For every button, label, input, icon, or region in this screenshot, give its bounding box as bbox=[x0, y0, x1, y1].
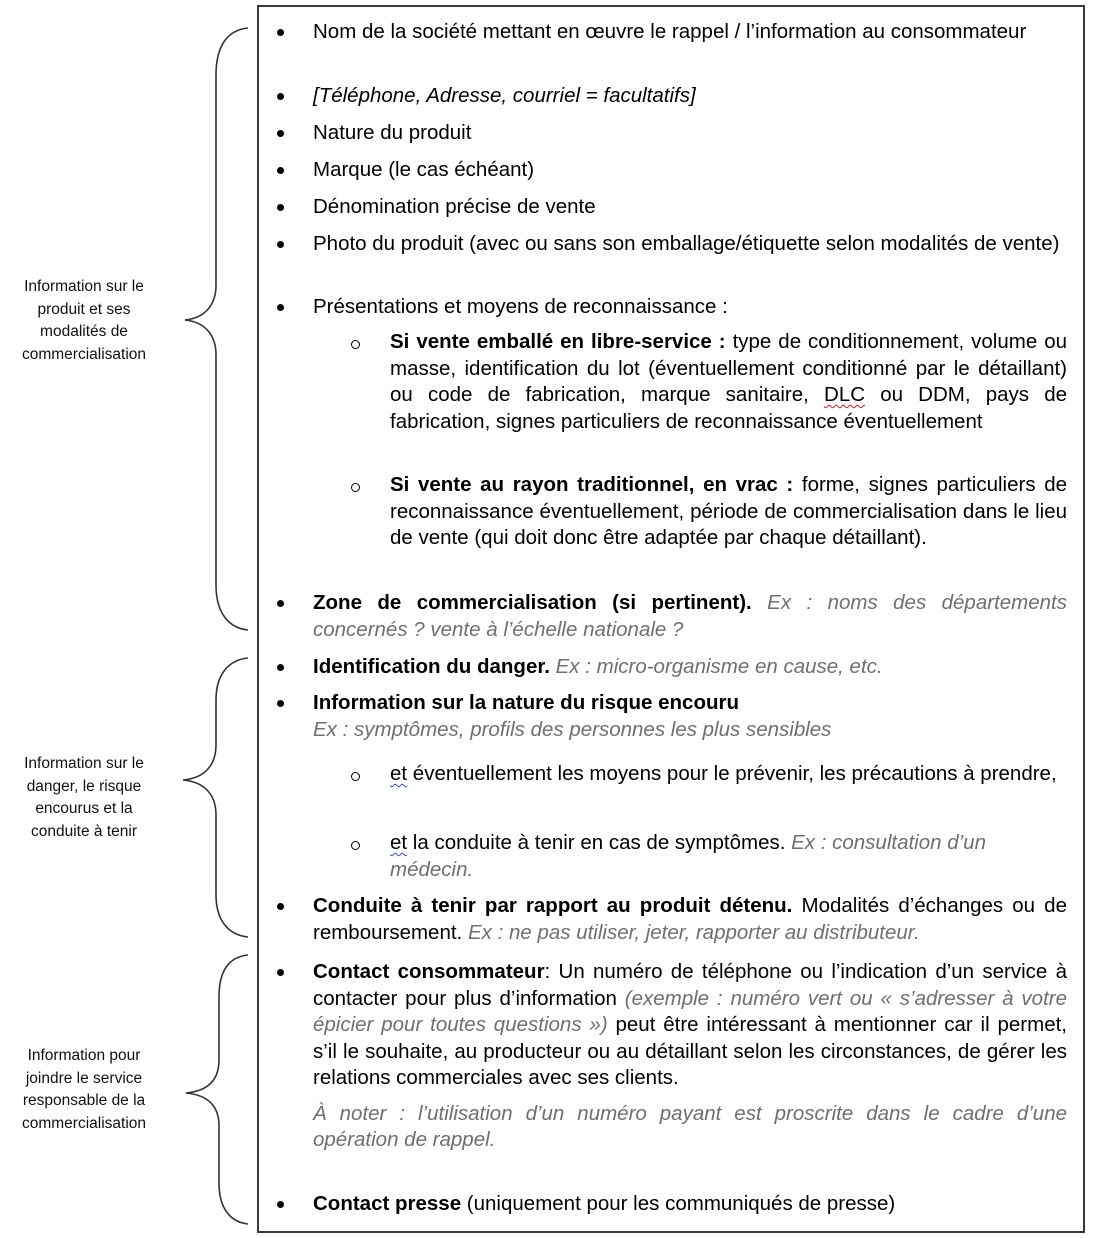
sub-item-title: Si vente emballé en libre-service : bbox=[390, 330, 726, 353]
group-labels bbox=[0, 0, 180, 1238]
sub-item-title: Si vente au rayon traditionnel, en vrac : bbox=[390, 473, 794, 496]
item-text bbox=[313, 654, 1067, 681]
item-example: Ex : ne pas utiliser, jeter, rapporter au distributeur. bbox=[467, 920, 920, 944]
sub-item-body: la conduite à tenir en cas de symptômes. bbox=[407, 831, 792, 854]
label-line: Information sur le bbox=[24, 278, 144, 295]
brace-danger-icon bbox=[183, 658, 248, 937]
label-line: Information pour bbox=[27, 1047, 141, 1064]
item-text bbox=[313, 893, 1067, 946]
label-line: joindre le service bbox=[25, 1069, 143, 1087]
item-example: Ex : consultation d’un médecin. bbox=[390, 831, 986, 881]
spellcheck-flagged-word: DLC bbox=[824, 383, 866, 406]
brace-contact-icon bbox=[186, 955, 248, 1224]
label-line: produit et ses bbox=[37, 300, 131, 318]
grammar-flagged-word: et bbox=[390, 831, 408, 854]
group-label-product bbox=[0, 276, 168, 366]
label-line: encourus et la bbox=[35, 800, 133, 817]
item-title: Zone de commercialisation (si pertinent). bbox=[313, 591, 752, 614]
label-line: modalités de bbox=[40, 323, 128, 340]
item-title: Identification du danger. bbox=[313, 655, 550, 678]
label-line: Information sur le bbox=[24, 755, 144, 772]
sub-item-body: éventuellement les moyens pour le prévenir, les précautions à prendre, bbox=[407, 762, 1057, 785]
sub-item-text bbox=[390, 830, 1067, 883]
grammar-flagged-word: et bbox=[390, 762, 408, 785]
group-label-contact bbox=[0, 1045, 168, 1135]
item-text: Présentations et moyens de reconnaissance : bbox=[313, 295, 728, 318]
item-text: Marque (le cas échéant) bbox=[313, 158, 535, 181]
item-note: À noter : l’utilisation d’un numéro payant est proscrite dans le cadre d’une opération de rappel. bbox=[313, 1101, 1067, 1151]
label-line: commercialisation bbox=[21, 1114, 147, 1132]
item-body: : Un numéro de téléphone ou l’indication d’un service à contacter pour plus d’information bbox=[313, 960, 1067, 1010]
label-line: commercialisation bbox=[21, 345, 147, 363]
item-title: Contact consommateur bbox=[313, 960, 545, 983]
sub-item-text bbox=[390, 472, 1067, 552]
sub-item-body: forme, signes particuliers de reconnaissance éventuellement, période de commercialisation dans le lieu de vente (qui doit donc être adaptée par chaque détaillant). bbox=[390, 473, 1067, 549]
sub-item-body: type de conditionnement, volume ou masse, identification du lot (éventuellement conditionné par le détaillant) ou code de fabrication, marque sanitaire, bbox=[390, 330, 1067, 406]
item-text: Nom de la société mettant en œuvre le rappel / l’information au consommateur bbox=[313, 20, 1027, 43]
label-line: responsable de la bbox=[22, 1092, 146, 1109]
item-example: (exemple : numéro vert ou « s’adresser à votre épicier pour toutes questions ») bbox=[313, 986, 1068, 1036]
item-body: peut être intéressant à mentionner car il permet, s’il le souhaite, au producteur ou au détaillant selon les circonstances, de gérer les relations commerciales avec ses clients. bbox=[313, 1013, 1067, 1089]
item-text bbox=[313, 590, 1067, 643]
label-line: conduite à tenir bbox=[31, 822, 137, 840]
content-box bbox=[257, 5, 1085, 1233]
curly-braces bbox=[175, 0, 255, 1238]
item-title: Conduite à tenir par rapport au produit détenu. bbox=[313, 894, 793, 917]
item-title: Contact presse bbox=[313, 1192, 462, 1215]
item-title: Information sur la nature du risque encouru bbox=[313, 691, 739, 714]
item-text bbox=[313, 690, 1067, 743]
sub-item-text bbox=[390, 761, 1067, 788]
sub-item-text bbox=[390, 329, 1067, 435]
item-text bbox=[313, 1191, 1067, 1218]
item-text: Dénomination précise de vente bbox=[313, 195, 596, 218]
group-label-danger bbox=[0, 753, 168, 843]
item-example: Ex : noms des départements concernés ? vente à l’échelle nationale ? bbox=[313, 591, 1067, 641]
item-body: Modalités d’échanges ou de remboursement. bbox=[313, 894, 1067, 944]
item-text bbox=[313, 959, 1067, 1154]
item-text: [Téléphone, Adresse, courriel = facultatifs] bbox=[313, 84, 696, 107]
sub-item-body: ou DDM, pays de fabrication, signes particuliers de reconnaissance éventuellement bbox=[390, 383, 1067, 433]
item-example: Ex : micro-organisme en cause, etc. bbox=[549, 655, 883, 678]
item-text: Nature du produit bbox=[313, 121, 472, 144]
item-body: (uniquement pour les communiqués de presse) bbox=[461, 1192, 896, 1215]
brace-product-icon bbox=[185, 28, 248, 630]
item-text: Photo du produit (avec ou sans son emballage/étiquette selon modalités de vente) bbox=[313, 232, 1060, 255]
label-line: danger, le risque bbox=[26, 777, 142, 795]
item-example: Ex : symptômes, profils des personnes les plus sensibles bbox=[313, 717, 832, 741]
